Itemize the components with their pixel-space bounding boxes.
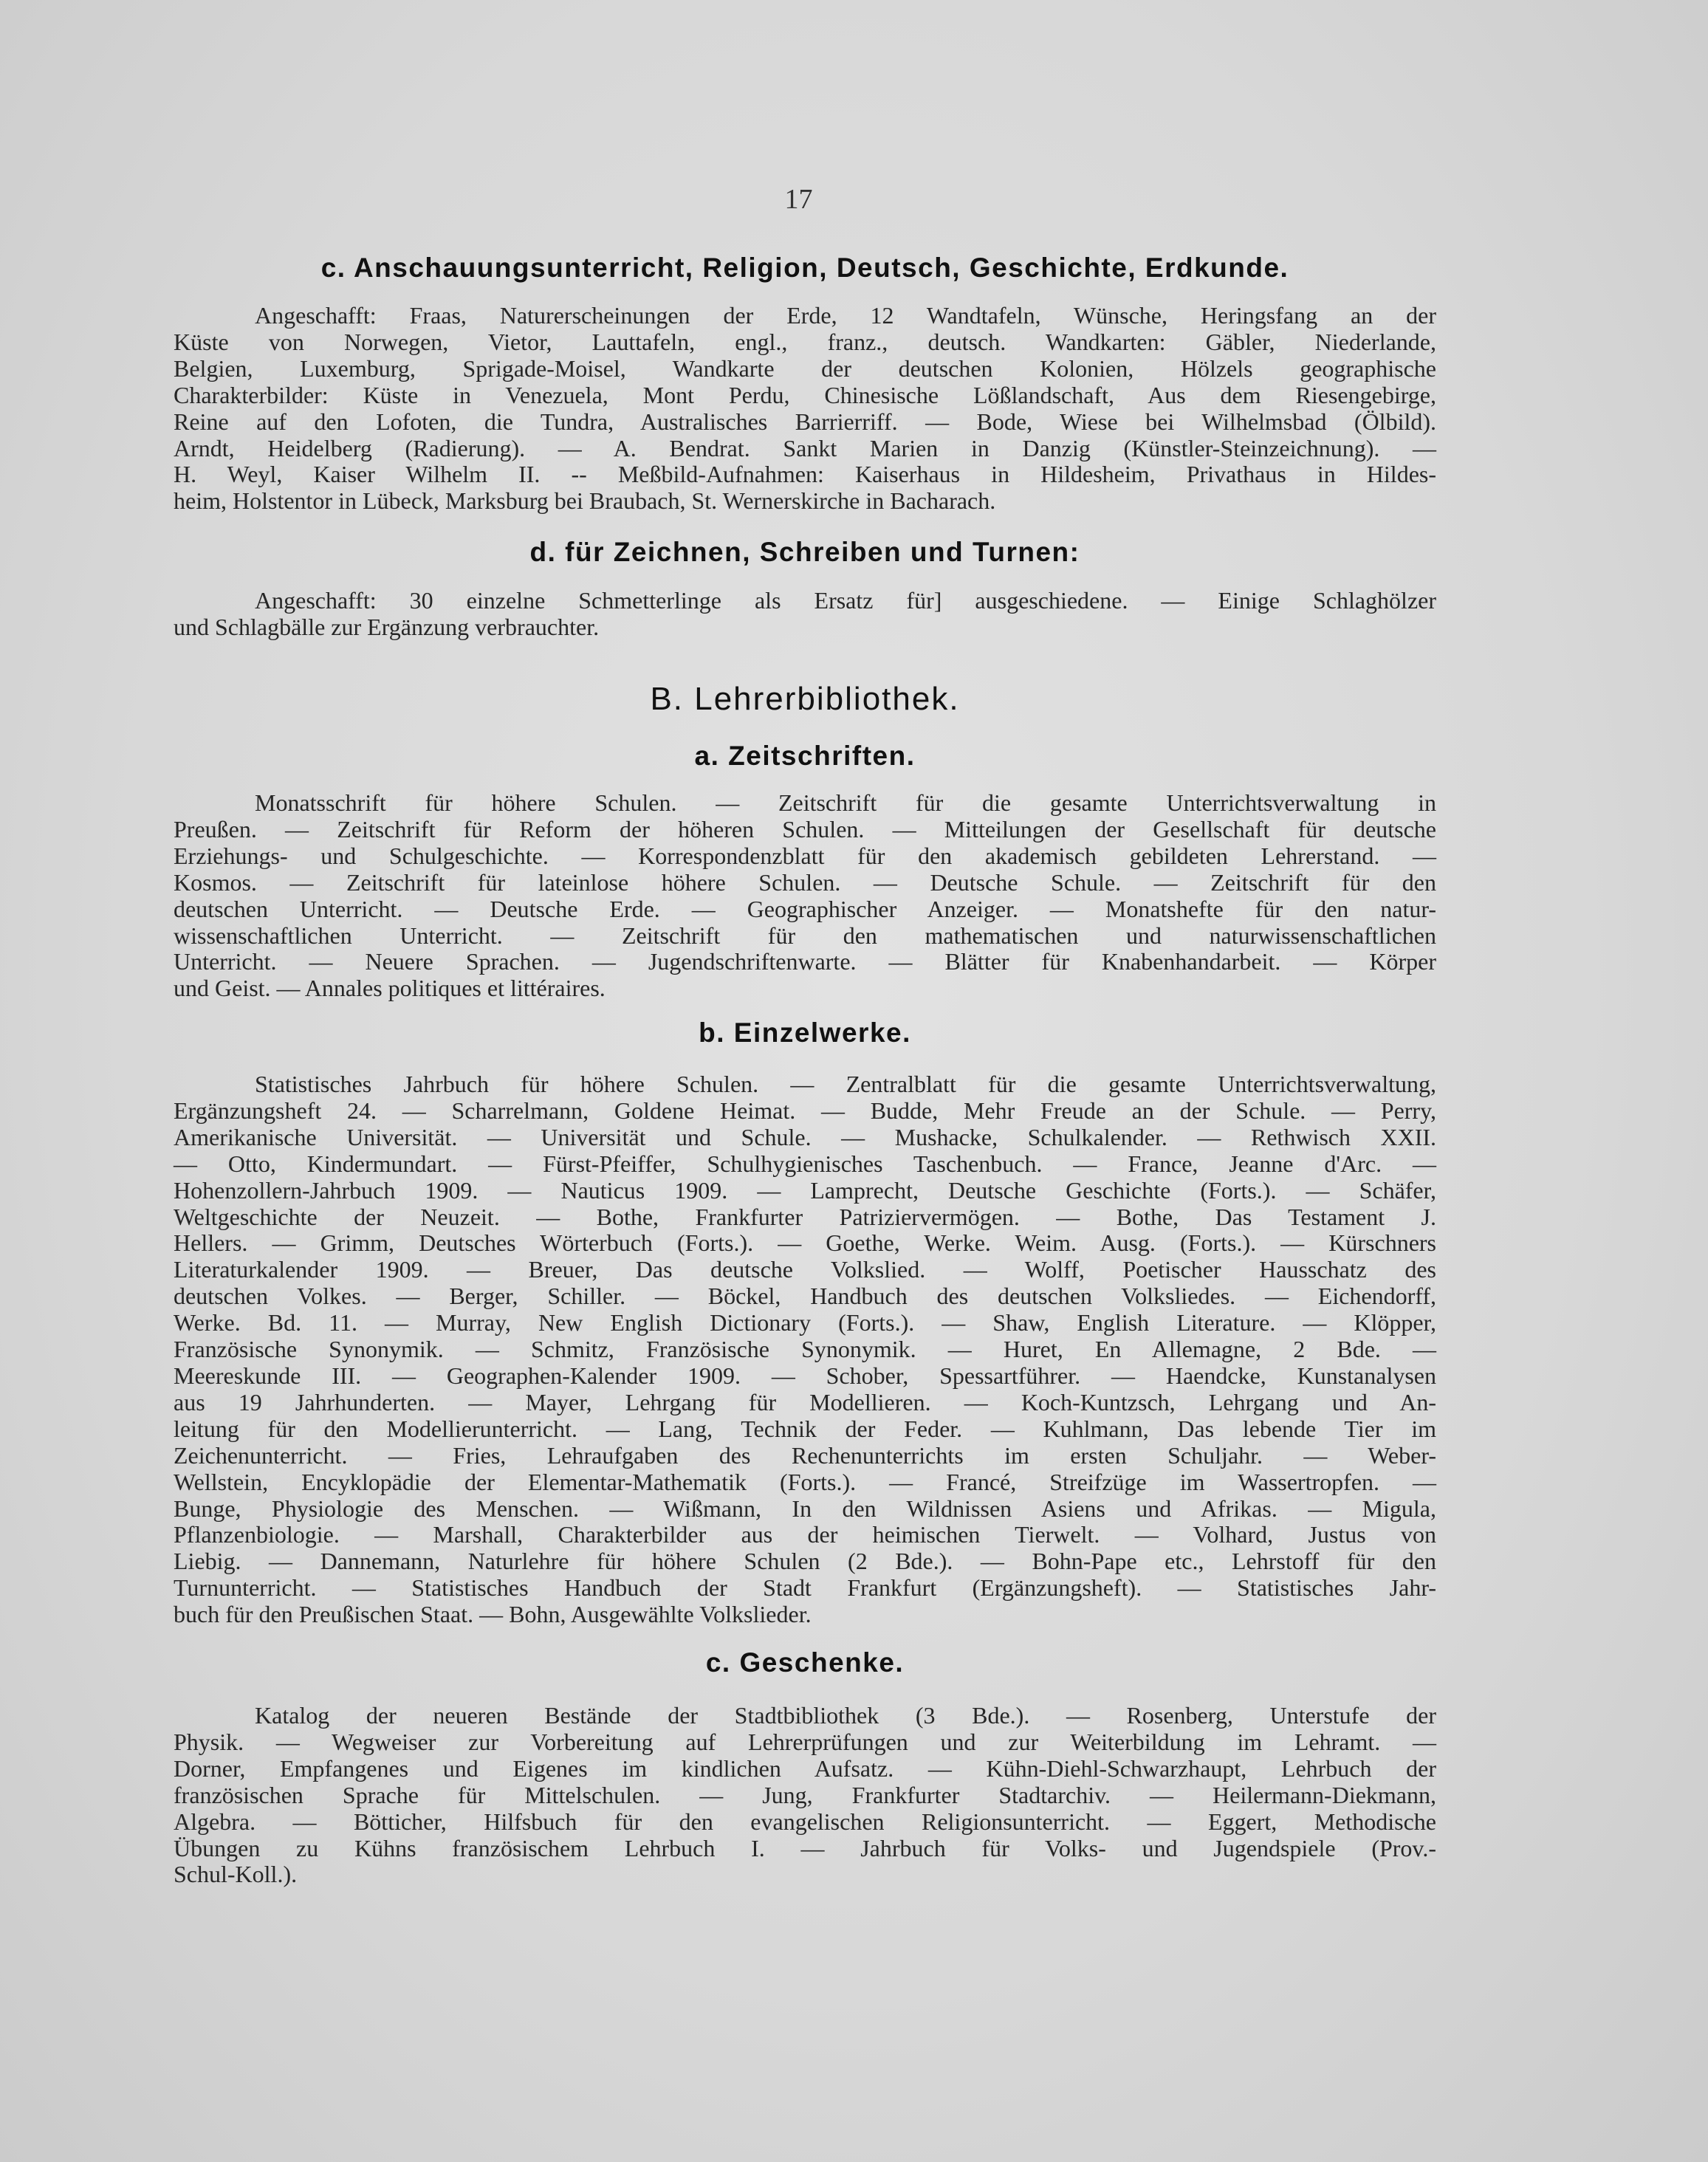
text-line: Kosmos. — Zeitschrift für lateinlose höhere Schulen. — Deutsche Schule. — Zeitschrift für den <box>174 868 1436 896</box>
text-line: und Geist. — Annales politiques et littéraires. <box>174 975 606 1002</box>
paragraph-geschenke <box>174 1703 1436 1888</box>
paragraph-zeitschriften <box>174 790 1436 1002</box>
text-line: Werke. Bd. 11. — Murray, New English Dictionary (Forts.). — Shaw, English Literature. — Klöpper, <box>174 1309 1436 1336</box>
heading-zeichnen-schreiben-turnen: d. für Zeichnen, Schreiben und Turnen: <box>529 537 1080 567</box>
text-line: Algebra. — Bötticher, Hilfsbuch für den evangelischen Religionsunterricht. — Eggert, Methodische <box>174 1808 1436 1835</box>
paragraph-einzelwerke <box>174 1071 1436 1628</box>
page-number: 17 <box>784 184 813 215</box>
text-line: Preußen. — Zeitschrift für Reform der höheren Schulen. — Mitteilungen der Gesellschaft für deutsche <box>174 815 1436 843</box>
text-line: Charakterbilder: Küste in Venezuela, Mont Perdu, Chinesische Lößlandschaft, Aus dem Riesengebirge, <box>174 381 1436 408</box>
text-line: Übungen zu Kühns französischem Lehrbuch I. — Jahrbuch für Volks- und Jugendspiele (Prov.- <box>174 1834 1436 1861</box>
text-line: Angeschafft: 30 einzelne Schmetterlinge als Ersatz für] ausgeschiedene. — Einige Schlaghölzer <box>255 587 1436 614</box>
text-line: Meereskunde III. — Geographen-Kalender 1909. — Schober, Spessartführer. — Haendcke, Kunstanalysen <box>174 1362 1436 1389</box>
heading-anschauungsunterricht: c. Anschauungsunterricht, Religion, Deutsch, Geschichte, Erdkunde. <box>320 253 1289 283</box>
text-line: Unterricht. — Neuere Sprachen. — Jugendschriftenwarte. — Blätter für Knabenhandarbeit. — Körper <box>174 948 1436 975</box>
heading-zeitschriften: a. Zeitschriften. <box>694 741 916 771</box>
text-line: heim, Holstentor in Lübeck, Marksburg bei Braubach, St. Wernerskirche in Bacharach. <box>174 487 996 515</box>
text-line: deutschen Unterricht. — Deutsche Erde. — Geographischer Anzeiger. — Monatshefte für den natur- <box>174 895 1436 922</box>
text-line: Hohenzollern-Jahrbuch 1909. — Nauticus 1909. — Lamprecht, Deutsche Geschichte (Forts.). — Schäfer, <box>174 1176 1436 1204</box>
text-line: buch für den Preußischen Staat. — Bohn, Ausgewählte Volkslieder. <box>174 1601 812 1628</box>
text-line: deutschen Volkes. — Berger, Schiller. — Böckel, Handbuch des deutschen Volksliedes. — Eichendorff, <box>174 1283 1436 1310</box>
text-line: Dorner, Empfangenes und Eigenes im kindlichen Aufsatz. — Kühn-Diehl-Schwarzhaupt, Lehrbuch der <box>174 1754 1436 1782</box>
text-line: Pflanzenbiologie. — Marshall, Charakterbilder aus der heimischen Tierwelt. — Volhard, Justus von <box>174 1521 1436 1548</box>
paragraph-zeichnen <box>174 588 1436 641</box>
text-line: Amerikanische Universität. — Universität und Schule. — Mushacke, Schulkalender. — Rethwisch XXII. <box>174 1123 1436 1150</box>
text-line: leitung für den Modellierunterricht. — Lang, Technik der Feder. — Kuhlmann, Das lebende Tier im <box>174 1415 1436 1442</box>
text-line: Liebig. — Dannemann, Naturlehre für höhere Schulen (2 Bde.). — Bohn-Pape etc., Lehrstoff für den <box>174 1548 1436 1575</box>
text-line: Zeichenunterricht. — Fries, Lehraufgaben des Rechenunterrichts im ersten Schuljahr. — Weber- <box>174 1441 1436 1469</box>
heading-einzelwerke: b. Einzelwerke. <box>699 1017 911 1048</box>
heading-lehrerbibliothek: B. Lehrerbibliothek. <box>650 681 960 717</box>
text-line: Literaturkalender 1909. — Breuer, Das deutsche Volkslied. — Wolff, Poetischer Hausschatz des <box>174 1256 1436 1283</box>
paragraph-anschauungsunterricht <box>174 303 1436 515</box>
text-line: Ergänzungsheft 24. — Scharrelmann, Goldene Heimat. — Budde, Mehr Freude an der Schule. — Perry, <box>174 1097 1436 1124</box>
text-line: französischen Sprache für Mittelschulen. — Jung, Frankfurter Stadtarchiv. — Heilermann-Diekmann, <box>174 1781 1436 1808</box>
text-line: und Schlagbälle zur Ergänzung verbrauchter. <box>174 613 600 640</box>
text-line: Reine auf den Lofoten, die Tundra, Australisches Barrierriff. — Bode, Wiese bei Wilhelmsbad (Ölbild). <box>174 408 1436 435</box>
text-line: Küste von Norwegen, Vietor, Lauttafeln, engl., franz., deutsch. Wandkarten: Gäbler, Niederlande, <box>174 328 1436 355</box>
text-line: — Otto, Kindermundart. — Fürst-Pfeiffer, Schulhygienisches Taschenbuch. — France, Jeanne d'Arc. — <box>174 1150 1436 1177</box>
text-line: Angeschafft: Fraas, Naturerscheinungen der Erde, 12 Wandtafeln, Wünsche, Heringsfang an der <box>255 302 1436 329</box>
text-line: H. Weyl, Kaiser Wilhelm II. -- Meßbild-Aufnahmen: Kaiserhaus in Hildesheim, Privathaus in Hildes- <box>174 461 1436 488</box>
text-line: Bunge, Physiologie des Menschen. — Wißmann, In den Wildnissen Asiens und Afrikas. — Migula, <box>174 1494 1436 1522</box>
text-line: wissenschaftlichen Unterricht. — Zeitschrift für den mathematischen und naturwissenschaftlichen <box>174 922 1436 949</box>
text-line: aus 19 Jahrhunderten. — Mayer, Lehrgang für Modellieren. — Koch-Kuntzsch, Lehrgang und An- <box>174 1388 1436 1415</box>
text-line: Erziehungs- und Schulgeschichte. — Korrespondenzblatt für den akademisch gebildeten Lehrerstand. — <box>174 842 1436 869</box>
text-line: Arndt, Heidelberg (Radierung). — A. Bendrat. Sankt Marien in Danzig (Künstler-Steinzeichnung). — <box>174 434 1436 461</box>
text-line: Physik. — Wegweiser zur Vorbereitung auf Lehrerprüfungen und zur Weiterbildung im Lehramt. — <box>174 1728 1436 1755</box>
text-line: Belgien, Luxemburg, Sprigade-Moisel, Wandkarte der deutschen Kolonien, Hölzels geographische <box>174 354 1436 382</box>
heading-geschenke: c. Geschenke. <box>705 1647 905 1678</box>
text-line: Turnunterricht. — Statistisches Handbuch der Stadt Frankfurt (Ergänzungsheft). — Statistisches Jahr- <box>174 1574 1436 1602</box>
text-line: Hellers. — Grimm, Deutsches Wörterbuch (Forts.). — Goethe, Werke. Weim. Ausg. (Forts.). — Kürschners <box>174 1229 1436 1257</box>
text-line: Schul-Koll.). <box>174 1861 298 1888</box>
text-line: Katalog der neueren Bestände der Stadtbibliothek (3 Bde.). — Rosenberg, Unterstufe der <box>255 1702 1436 1729</box>
text-line: Französische Synonymik. — Schmitz, Französische Synonymik. — Huret, En Allemagne, 2 Bde. — <box>174 1336 1436 1363</box>
text-line: Wellstein, Encyklopädie der Elementar-Mathematik (Forts.). — Francé, Streifzüge im Wassertropfen. — <box>174 1468 1436 1495</box>
text-line: Monatsschrift für höhere Schulen. — Zeitschrift für die gesamte Unterrichtsverwaltung in <box>255 789 1436 816</box>
text-line: Weltgeschichte der Neuzeit. — Bothe, Frankfurter Patriziervermögen. — Bothe, Das Testament J. <box>174 1203 1436 1230</box>
text-line: Statistisches Jahrbuch für höhere Schulen. — Zentralblatt für die gesamte Unterrichtsverwaltung, <box>255 1071 1436 1097</box>
